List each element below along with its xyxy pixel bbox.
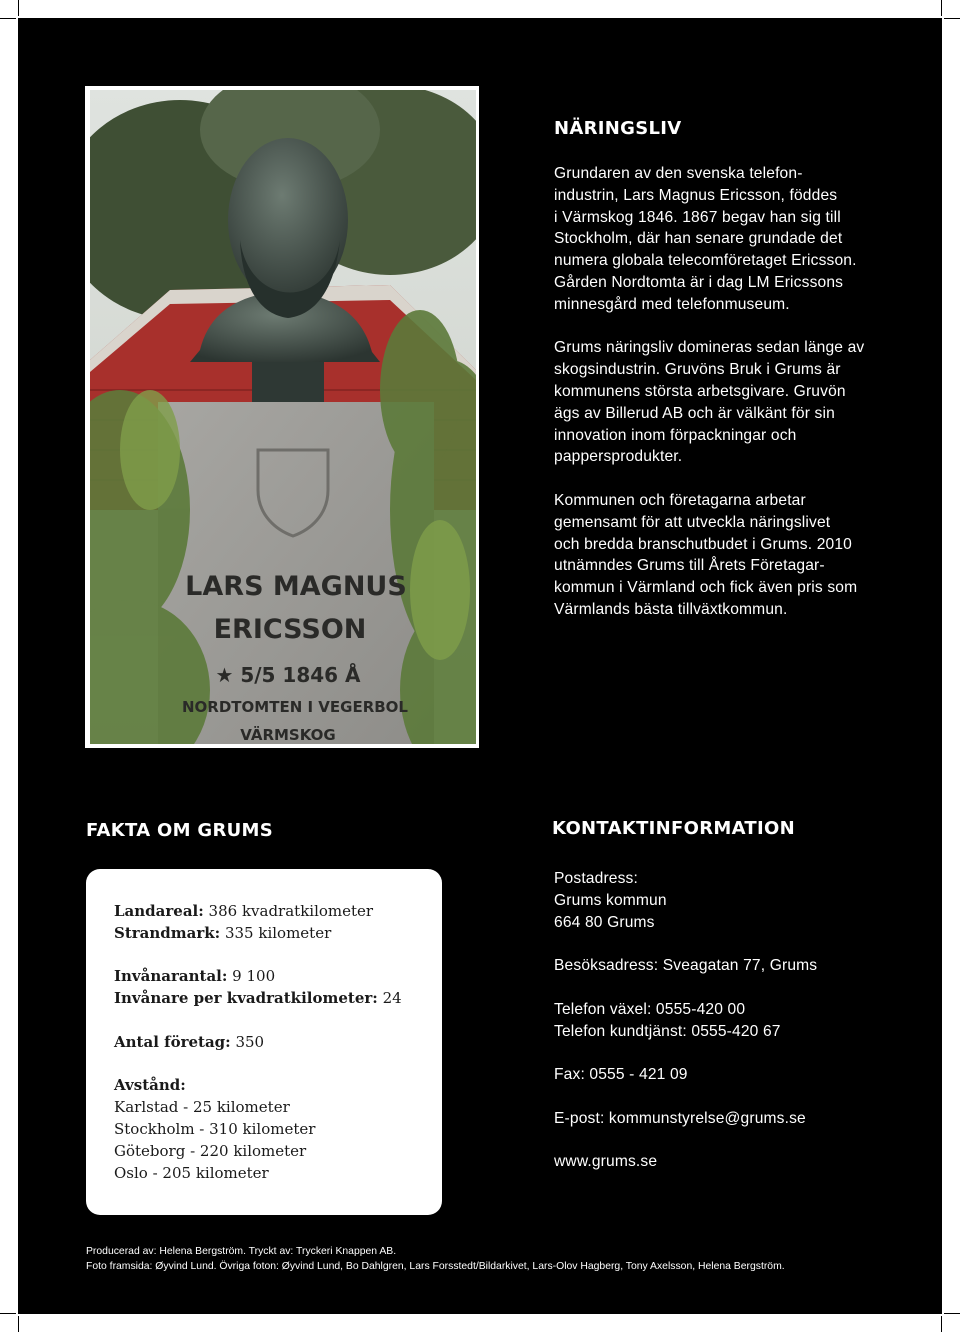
text-line: Grums näringsliv domineras sedan länge av (554, 339, 865, 357)
fakta-box (86, 869, 442, 1215)
fakta-list (114, 901, 434, 1184)
fax: Fax: 0555 - 421 09 (554, 1066, 688, 1084)
fact-label: Avstånd: (114, 1076, 186, 1095)
text-line: innovation inom förpackningar och (554, 426, 797, 444)
text-line: i Värmskog 1846. 1867 begav han sig till (554, 208, 841, 226)
text-line: minnesgård med telefonmuseum. (554, 295, 790, 313)
text-line: kommun i Värmland och fick även pris som (554, 579, 858, 597)
crop-mark (944, 18, 960, 19)
fact-avstand-item: Göteborg - 220 kilometer (114, 1141, 307, 1160)
telefon-kundtjanst: Telefon kundtjänst: 0555-420 67 (554, 1022, 781, 1040)
naringsliv-title: NÄRINGSLIV (554, 118, 682, 139)
postadress-line: 664 80 Grums (554, 913, 655, 931)
text-line: skogsindustrin. Gruvöns Bruk i Grums är (554, 361, 841, 379)
fakta-title: FAKTA OM GRUMS (86, 820, 273, 841)
besoksadress: Besöksadress: Sveagatan 77, Grums (554, 957, 818, 975)
fact-value: 9 100 (227, 967, 276, 986)
naringsliv-section (554, 118, 894, 643)
fact-invanarantal (114, 966, 434, 988)
crop-mark (941, 1316, 942, 1332)
fact-avstand-item: Karlstad - 25 kilometer (114, 1098, 290, 1117)
postadress-line: Grums kommun (554, 891, 667, 909)
photo-illustration (90, 90, 476, 744)
crop-mark (941, 0, 942, 16)
text-line: Gården Nordtomta är i dag LM Ericssons (554, 273, 844, 291)
fact-avstand-item: Stockholm - 310 kilometer (114, 1119, 316, 1138)
fact-label: Strandmark: (114, 923, 221, 942)
crop-mark (18, 1316, 19, 1332)
text-line: pappersprodukter. (554, 448, 683, 466)
fact-value: 386 kvadratkilometer (203, 902, 374, 920)
text-line: numera globala telecomföretaget Ericsson. (554, 252, 857, 270)
text-line: gemensamt för att utveckla näringslivet (554, 513, 831, 531)
footer-produced: Producerad av: Helena Bergström. Tryckt av: Tryckeri Knappen AB. (86, 1246, 397, 1257)
fact-value: 350 (230, 1032, 265, 1051)
fact-label: Invånarantal: (114, 967, 228, 986)
fact-invanare-per-km (114, 988, 434, 1010)
brochure-page (18, 18, 942, 1314)
fact-value: 335 kilometer (220, 923, 332, 942)
naringsliv-paragraph-2 (554, 337, 894, 468)
fact-avstand-label (114, 1075, 434, 1097)
text-line: Kommunen och företagarna arbetar (554, 491, 806, 509)
crop-mark (944, 1313, 960, 1314)
kontakt-section (554, 868, 914, 1173)
crop-mark (0, 1313, 16, 1314)
fact-label: Landareal: (114, 902, 204, 920)
bust-statue-photo (90, 90, 476, 744)
website-link[interactable]: www.grums.se (554, 1153, 658, 1171)
photo-frame (85, 86, 479, 748)
naringsliv-paragraph-3 (554, 490, 894, 621)
text-line: utnämndes Grums till Årets Företagar- (554, 557, 825, 575)
text-line: industrin, Lars Magnus Ericsson, föddes (554, 186, 838, 204)
plaque-line: ERICSSON (213, 614, 367, 645)
fact-avstand-item: Oslo - 205 kilometer (114, 1163, 269, 1182)
fact-foretag (114, 1032, 434, 1054)
plaque-line: ★ 5/5 1846 Å (215, 663, 361, 687)
text-line: Värmlands bästa tillväxtkommun. (554, 600, 788, 618)
fact-label: Antal företag: (114, 1032, 231, 1051)
fact-landareal (114, 901, 434, 923)
text-line: ägs av Billerud AB och är välkänt för sin (554, 404, 835, 422)
plaque-line: LARS MAGNUS (185, 571, 407, 602)
text-line: kommunens största arbetsgivare. Gruvön (554, 382, 846, 400)
telefon-vaxel: Telefon växel: 0555-420 00 (554, 1000, 746, 1018)
plaque-line: NORDTOMTEN I VEGERBOL (182, 698, 408, 716)
footer-credits (86, 1244, 926, 1274)
footer-photos: Foto framsida: Øyvind Lund. Övriga foton: Øyvind Lund, Bo Dahlgren, Lars Forsstedt/Bildarkivet, Lars-Olov Hagberg, Tony Axelsson, Helena Bergström. (86, 1261, 785, 1272)
email-link[interactable]: E-post: kommunstyrelse@grums.se (554, 1109, 806, 1127)
crop-mark (0, 18, 16, 19)
naringsliv-paragraph-1 (554, 163, 894, 316)
fact-label: Invånare per kvadratkilometer: (114, 989, 378, 1008)
text-line: Grundaren av den svenska telefon- (554, 165, 803, 182)
kontakt-title: KONTAKTINFORMATION (552, 818, 795, 839)
fact-strandmark (114, 923, 434, 945)
text-line: Stockholm, där han senare grundade det (554, 230, 843, 248)
text-line: och bredda branschutbudet i Grums. 2010 (554, 535, 852, 553)
crop-mark (18, 0, 19, 16)
plaque-line: VÄRMSKOG (240, 726, 336, 744)
postadress-label: Postadress: (554, 870, 638, 887)
fact-value: 24 (377, 989, 402, 1008)
